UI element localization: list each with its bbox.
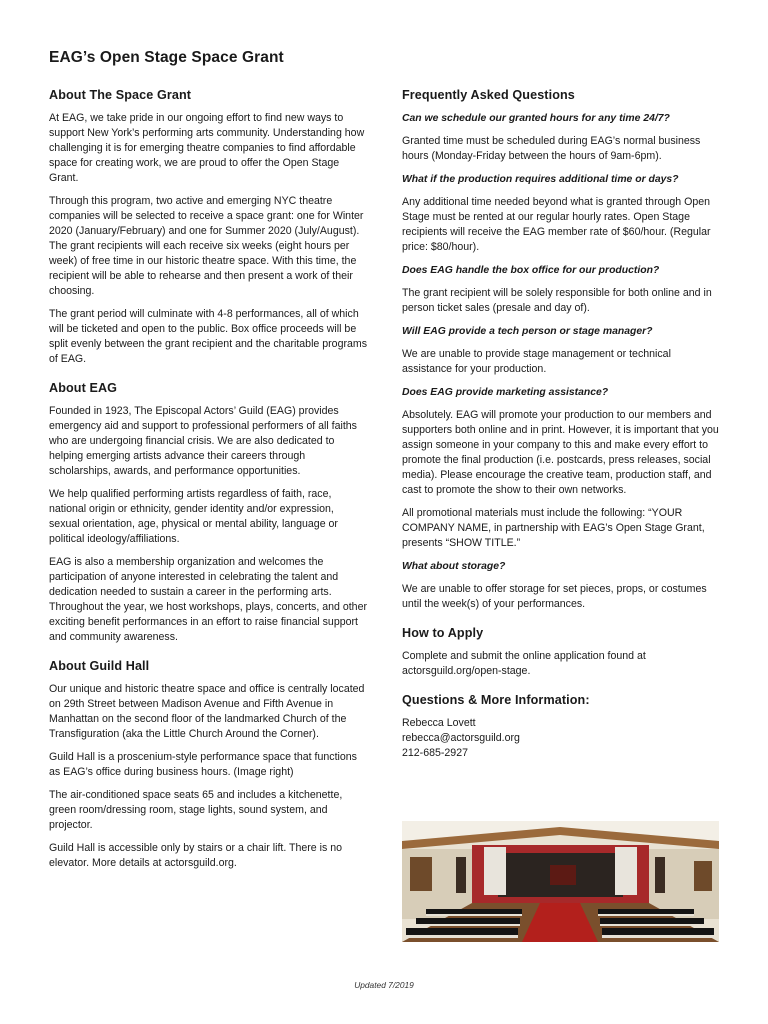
section-about-grant [49, 88, 367, 367]
heading-faq: Frequently Asked Questions [402, 88, 575, 102]
guild-hall-photo [402, 821, 719, 942]
paragraph: Founded in 1923, The Episcopal Actors’ Guild (EAG) provides emergency aid and support to professional performers of all faiths who are undergoing financial crisis. We are also dedicated to helping emerging artists advance their careers through scholarships, awards, and performance opportunities. [49, 405, 357, 477]
faq-answer: We are unable to provide stage management or technical assistance for your production. [402, 348, 671, 375]
faq-answer: Absolutely. EAG will promote your production to our members and supporters both online and in print. However, it is important that you assign someone in your company to this and make every effort to promote the final production (i.e. postcards, press releases, social media). Please encourage the creative team, production staff, and cast to promote the show to their own networks. [402, 409, 719, 496]
paragraph: The air-conditioned space seats 65 and includes a kitchenette, green room/dressing room, stage lights, sound system, and projector. [49, 789, 343, 831]
faq-answer: The grant recipient will be solely responsible for both online and in person ticket sales (presale and day of). [402, 287, 712, 314]
faq-question: What about storage? [402, 561, 506, 572]
faq-answer: All promotional materials must include the following: “YOUR COMPANY NAME, in partnership with EAG’s Open Stage Grant, presents “SHOW TITLE.” [402, 507, 705, 549]
faq-question: Will EAG provide a tech person or stage manager? [402, 326, 653, 337]
contact-email: rebecca@actorsguild.org [402, 732, 520, 744]
faq-question: Does EAG provide marketing assistance? [402, 387, 609, 398]
heading-how-to-apply: How to Apply [402, 626, 484, 640]
paragraph: We help qualified performing artists regardless of faith, race, national origin or ethnicity, gender identity and/or expression, sexual orientation, age, physical or mental ability, language or political ideology/affiliations. [49, 488, 338, 545]
paragraph: Through this program, two active and emerging NYC theatre companies will be selected to receive a space grant: one for Winter 2020 (January/February) and one for Summer 2020 (July/August). The grant recipients will each receive six weeks (eight hours per week) of free time in our historic theatre space. With this time, the recipient will be able to rehearse and then present a work of their choosing. [49, 195, 364, 297]
faq-question: Can we schedule our granted hours for any time 24/7? [402, 113, 670, 124]
paragraph: The grant period will culminate with 4-8 performances, all of which will be ticketed and open to the public. Box office proceeds will be split evenly between the grant recipient and the charitable programs of EAG. [49, 308, 367, 365]
heading-about-grant: About The Space Grant [49, 88, 192, 102]
paragraph: Guild Hall is accessible only by stairs or a chair lift. There is no elevator. More details at actorsguild.org. [49, 842, 343, 869]
paragraph: At EAG, we take pride in our ongoing effort to find new ways to support New York’s performing arts community. Understanding how challenging it is for emerging theatre companies to find affordable space for creating work, we are proud to offer the Open Stage Grant. [49, 112, 365, 184]
contact-phone: 212-685-2927 [402, 747, 468, 759]
faq-question: Does EAG handle the box office for our production? [402, 265, 660, 276]
faq-answer: Any additional time needed beyond what is granted through Open Stage must be rented at our regular hourly rates. Open Stage recipients will receive the EAG member rate of $60/hour. (Regular price: $80/hour). [402, 196, 711, 253]
section-faq [402, 88, 720, 612]
footer-updated: Updated 7/2019 [354, 980, 414, 990]
section-how-to-apply [402, 626, 720, 679]
paragraph: Our unique and historic theatre space and office is centrally located on 29th Street between Madison Avenue and Fifth Avenue in Manhattan on the second floor of the landmarked Church of the Transfiguration (aka the Little Church Around the Corner). [49, 683, 365, 740]
faq-answer: We are unable to offer storage for set pieces, props, or costumes until the week(s) of your performances. [402, 583, 707, 610]
paragraph: EAG is also a membership organization and welcomes the participation of anyone interested in celebrating the talent and dedication needed to sustain a career in the performing arts. Throughout the year, we host workshops, plays, concerts, and other exciting benefit performances in an effort to raise financial support and community awareness. [49, 556, 367, 643]
section-about-eag [49, 381, 367, 645]
faq-question: What if the production requires additional time or days? [402, 174, 679, 185]
heading-about-eag: About EAG [49, 381, 118, 395]
section-contact [402, 693, 720, 761]
right-column [402, 88, 720, 775]
faq-answer: Granted time must be scheduled during EAG’s normal business hours (Monday-Friday between the hours of 9am-6pm). [402, 135, 701, 162]
contact-name: Rebecca Lovett [402, 717, 476, 729]
heading-about-guild-hall: About Guild Hall [49, 659, 150, 673]
page-title: EAG’s Open Stage Space Grant [49, 49, 284, 66]
paragraph: Guild Hall is a proscenium-style performance space that functions as EAG’s office during business hours. (Image right) [49, 751, 357, 778]
heading-contact: Questions & More Information: [402, 693, 590, 707]
section-about-guild-hall [49, 659, 367, 871]
left-column [49, 88, 367, 885]
apply-text: Complete and submit the online application found at actorsguild.org/open-stage. [402, 650, 646, 677]
